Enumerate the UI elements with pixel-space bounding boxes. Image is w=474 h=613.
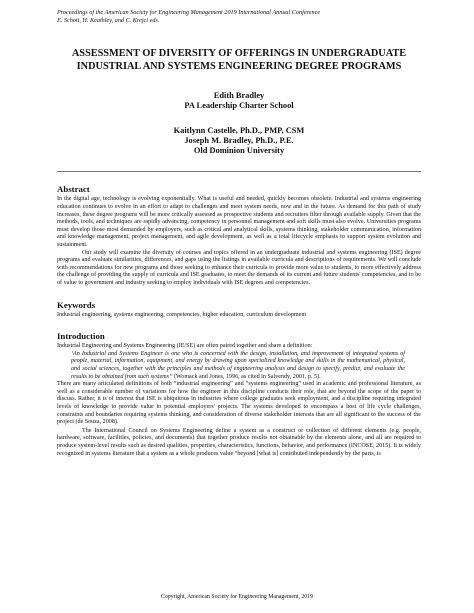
copyright-footer: Copyright, American Society for Engineering Management, 2019 bbox=[161, 594, 313, 600]
author-affiliation: PA Leadership Charter School bbox=[184, 101, 294, 111]
title-line-2: INDUSTRIAL AND SYSTEMS ENGINEERING DEGREE PROGRAMS bbox=[76, 60, 402, 72]
header-divider bbox=[57, 171, 421, 172]
definition-quote bbox=[57, 351, 421, 381]
introduction-paragraph: There are many articulated definitions of both “industrial engineering” and “systems engineering” used in academic and professional literature, as well as a considerable number of variations for how the engineer in this discipline conducts their role, that are beyond the scope of the paper to discuss. Rather, it is of interest that ISE is ubiquitous in industries where college graduates seek employment, and a discipline requiring integrated levels of knowledge to provide value to potential employers' projects. The systems developed to encompass a host of life cycle challenges, constraints and boundaries requiring systems thinking, and consideration of diverse stakeholder interests that are all significant to the success of the project (de Souza, 2008). bbox=[57, 381, 421, 426]
title-line-1: ASSESSMENT OF DIVERSITY OF OFFERINGS IN UNDERGRADUATE bbox=[71, 48, 407, 59]
author-block-1 bbox=[57, 91, 421, 112]
introduction-paragraph: The International Council on Systems Engineering define a system as a construct or collection of different elements (e.g. people, hardware, software, facilities, policies, and documents) that together produce results not obtainable by the elements alone, and all are required to produce system-level results such as desired qualities, properties, characteristics, functions, behavior, and performance (INCOSE, 2015). It is widely recognized in systems literature that a system as a whole produces value “beyond [what is] contributed independently by the parts, is bbox=[57, 427, 421, 457]
quote-citation: (Womack and Jones, 1996, as cited in Salvendy, 2001, p. 5). bbox=[172, 373, 321, 380]
abstract-paragraph: Our study will examine the diversity of courses and topics offered in an undergraduate industrial and systems engineering (ISE) degree programs and evaluate similarities, differences, and gaps using the listings in available curricula and descriptions of requirements. We will conclude with recommendations for new programs and those seeking to enhance their curricula to provide more value to students, to more effectively address the challenge of providing the supply of curricula and ISE graduates, to meet the demands of its current and future students' competencies, and to be of value to government and industry seeking to employ individuals with ISE degrees and competencies. bbox=[57, 249, 421, 287]
abstract-section bbox=[57, 184, 421, 287]
author-affiliation: Old Dominion University bbox=[193, 146, 285, 156]
author-name: Edith Bradley bbox=[213, 91, 265, 100]
abstract-heading: Abstract bbox=[57, 184, 90, 195]
keywords-text: Industrial engineering, systems engineering, competencies, higher education, curriculum development bbox=[57, 311, 307, 318]
conference-line: Proceedings of the American Society for Engineering Management 2019 International Annual Conference bbox=[57, 9, 321, 16]
introduction-paragraph: Industrial Engineering and Systems Engineering (IE/SE) are often paired together and share a definition: bbox=[57, 343, 313, 350]
abstract-paragraph: In the digital age, technology is evolving exponentially. What is useful and needed, quickly becomes obsolete. Industrial and systems engineering education continues to evolve in an effort to adapt to challenges and meet system needs, now and in the future. As demand for this path of study increases, these degree programs will be more critically assessed as prospective students and recruiters filter through available supply. Given that the methods, tools, and techniques are rapidly advancing, competency in personnel management and soft skills must also evolve. Universities programs must develop those most demanded by employers, such as critical and analytical skills, systems thinking, stakeholder communication, information and knowledge management, project management, and agile development, as well as a total lifecycle emphasis to support system evolution and sustainment. bbox=[57, 196, 421, 249]
quote-text: ‘An Industrial and Systems Engineer is one who is concerned with the design, installation, and improvement of integrated systems of people, material, information, equipment, and energy by drawing upon specialized knowledge and skills in the mathematical, physical, and social sciences, together with the principles and methods of engineering analysis and design to specify, predict, and evaluate the results to be obtained from such systems’’ bbox=[71, 350, 405, 380]
proceedings-header bbox=[57, 9, 421, 25]
editors-line: E. Schott, H. Keathley, and C. Krejci eds. bbox=[57, 17, 160, 24]
keywords-heading: Keywords bbox=[57, 299, 96, 310]
paper-title bbox=[57, 48, 421, 73]
author-block-2 bbox=[57, 126, 421, 157]
introduction-heading: Introduction bbox=[57, 331, 105, 342]
introduction-section bbox=[57, 331, 421, 458]
author-name: Joseph M. Bradley, Ph.D., P.E. bbox=[184, 135, 294, 145]
keywords-section bbox=[57, 300, 421, 320]
author-name: Kaitlynn Castelle, Ph.D., PMP, CSM bbox=[173, 125, 305, 135]
